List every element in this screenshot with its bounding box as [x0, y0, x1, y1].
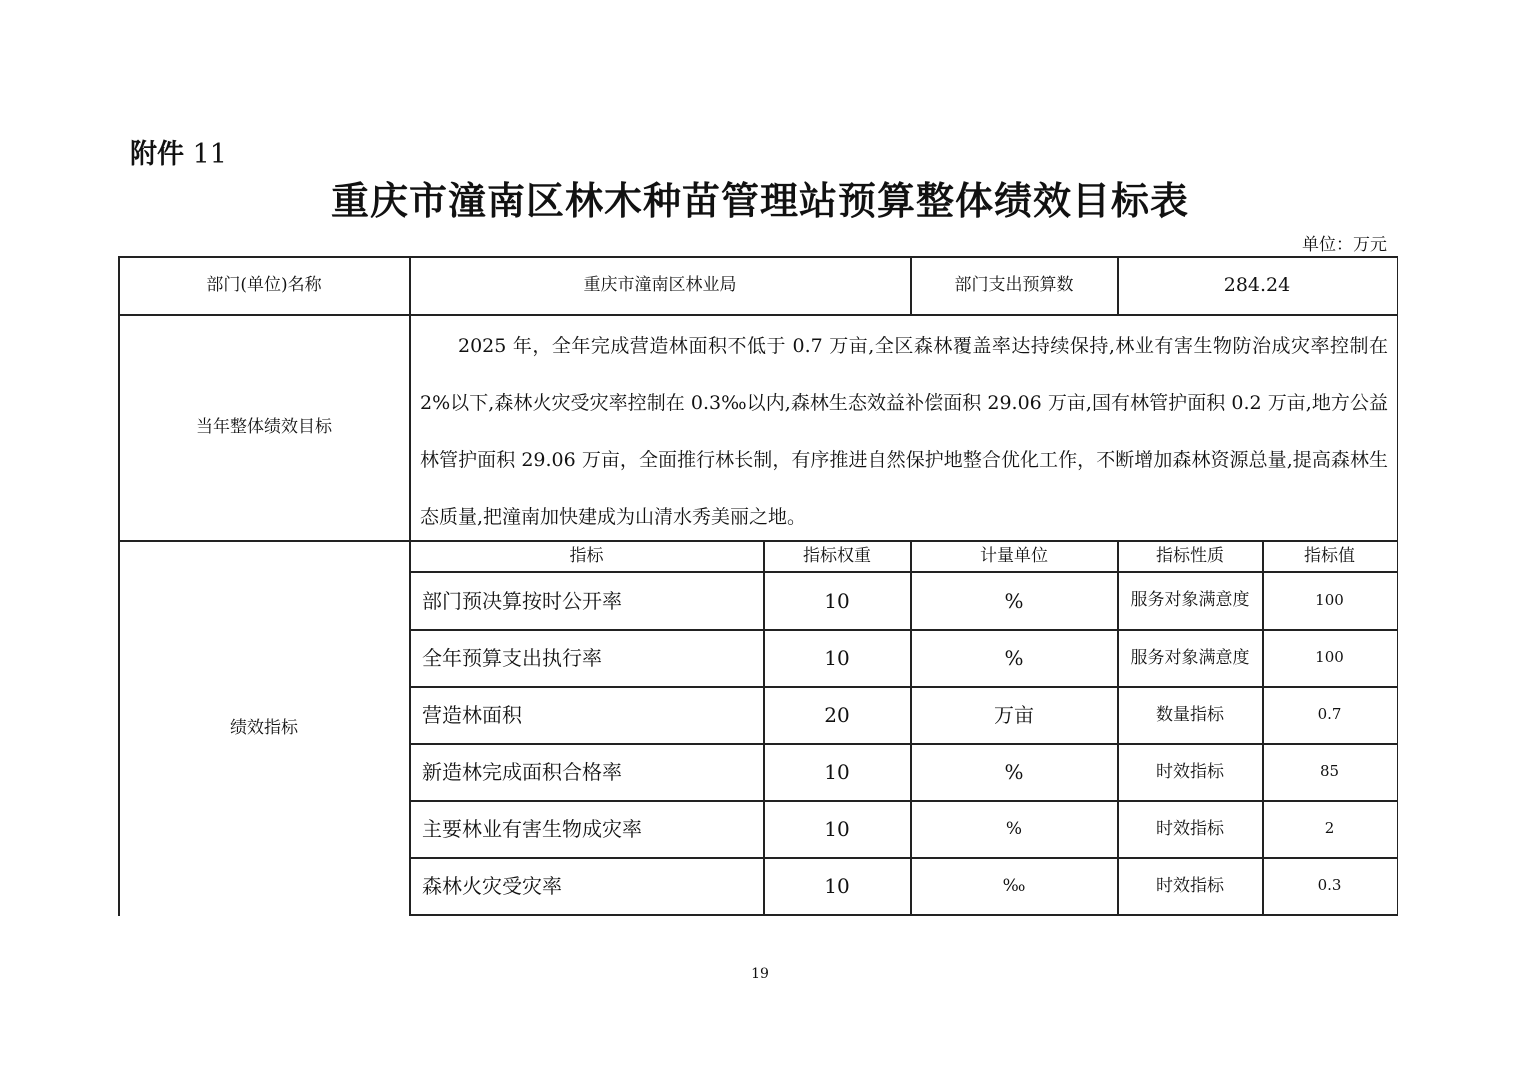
indicator-value: 0.3: [1317, 876, 1342, 895]
header-nature: 指标性质: [1156, 545, 1224, 566]
budget-label: 部门支出预算数: [954, 275, 1074, 296]
indicator-name: 全年预算支出执行率: [422, 646, 602, 670]
budget-value: 284.24: [1223, 274, 1291, 297]
indicator-weight: 20: [824, 703, 850, 727]
goal-text: 2025 年，全年完成营造林面积不低于 0.7 万亩,全区森林覆盖率达持续保持,林业有害生物防治成灾率控制在 2%以下,森林火灾受灾率控制在 0.3‰以内,森林生态效益补偿面积 29.06 万亩,国有林管护面积 0.2 万亩,地方公益林管护面积 29.06 万亩，全面推行林长制，有序推进自然保护地整合优化工作，不断增加森林资源总量,提高森林生态质量,把潼南加快建成为山清水秀美丽之地。: [420, 335, 1388, 528]
indicator-weight: 10: [824, 874, 850, 898]
indicator-name: 营造林面积: [422, 703, 522, 727]
indicator-nature: 时效指标: [1156, 761, 1224, 782]
indicator-unit: ‰: [1002, 875, 1026, 896]
header-weight: 指标权重: [803, 545, 871, 566]
indicator-nature: 数量指标: [1156, 704, 1224, 725]
indicators-section-label: 绩效指标: [230, 717, 298, 738]
indicator-weight: 10: [824, 760, 850, 784]
page-title: 重庆市潼南区林木种苗管理站预算整体绩效目标表: [330, 179, 1189, 223]
indicator-value: 0.7: [1317, 705, 1342, 724]
attachment-number: 11: [192, 139, 227, 170]
indicator-name: 部门预决算按时公开率: [422, 588, 622, 613]
indicator-value: 85: [1319, 762, 1340, 781]
dept-name-value: 重庆市潼南区林业局: [583, 275, 737, 296]
indicator-weight: 10: [824, 646, 850, 670]
indicator-value: 100: [1315, 648, 1344, 667]
indicator-name: 森林火灾受灾率: [422, 874, 562, 898]
indicator-unit: %: [1004, 646, 1024, 670]
indicator-nature: 服务对象满意度: [1130, 647, 1250, 668]
indicator-value: 100: [1315, 590, 1344, 609]
indicator-value: 2: [1324, 819, 1335, 838]
header-indicator: 指标: [569, 545, 604, 566]
dept-name-label: 部门(单位)名称: [206, 275, 322, 296]
indicator-weight: 10: [824, 817, 850, 841]
indicator-weight: 10: [824, 588, 850, 613]
page-number: 19: [751, 966, 769, 982]
attachment-label: 附件 11: [130, 139, 227, 170]
indicator-nature: 服务对象满意度: [1130, 590, 1250, 611]
header-value: 指标值: [1304, 545, 1355, 566]
indicator-unit: %: [1004, 588, 1024, 613]
indicator-name: 新造林完成面积合格率: [422, 760, 622, 784]
indicator-nature: 时效指标: [1156, 875, 1224, 896]
goal-label: 当年整体绩效目标: [196, 417, 332, 438]
indicator-unit: 万亩: [994, 703, 1034, 727]
indicator-nature: 时效指标: [1156, 818, 1224, 839]
header-unit: 计量单位: [980, 545, 1048, 566]
unit-label: 单位：万元: [1302, 235, 1387, 255]
indicator-unit: %: [1005, 818, 1023, 839]
indicator-unit: %: [1004, 760, 1024, 784]
indicator-name: 主要林业有害生物成灾率: [422, 817, 642, 841]
